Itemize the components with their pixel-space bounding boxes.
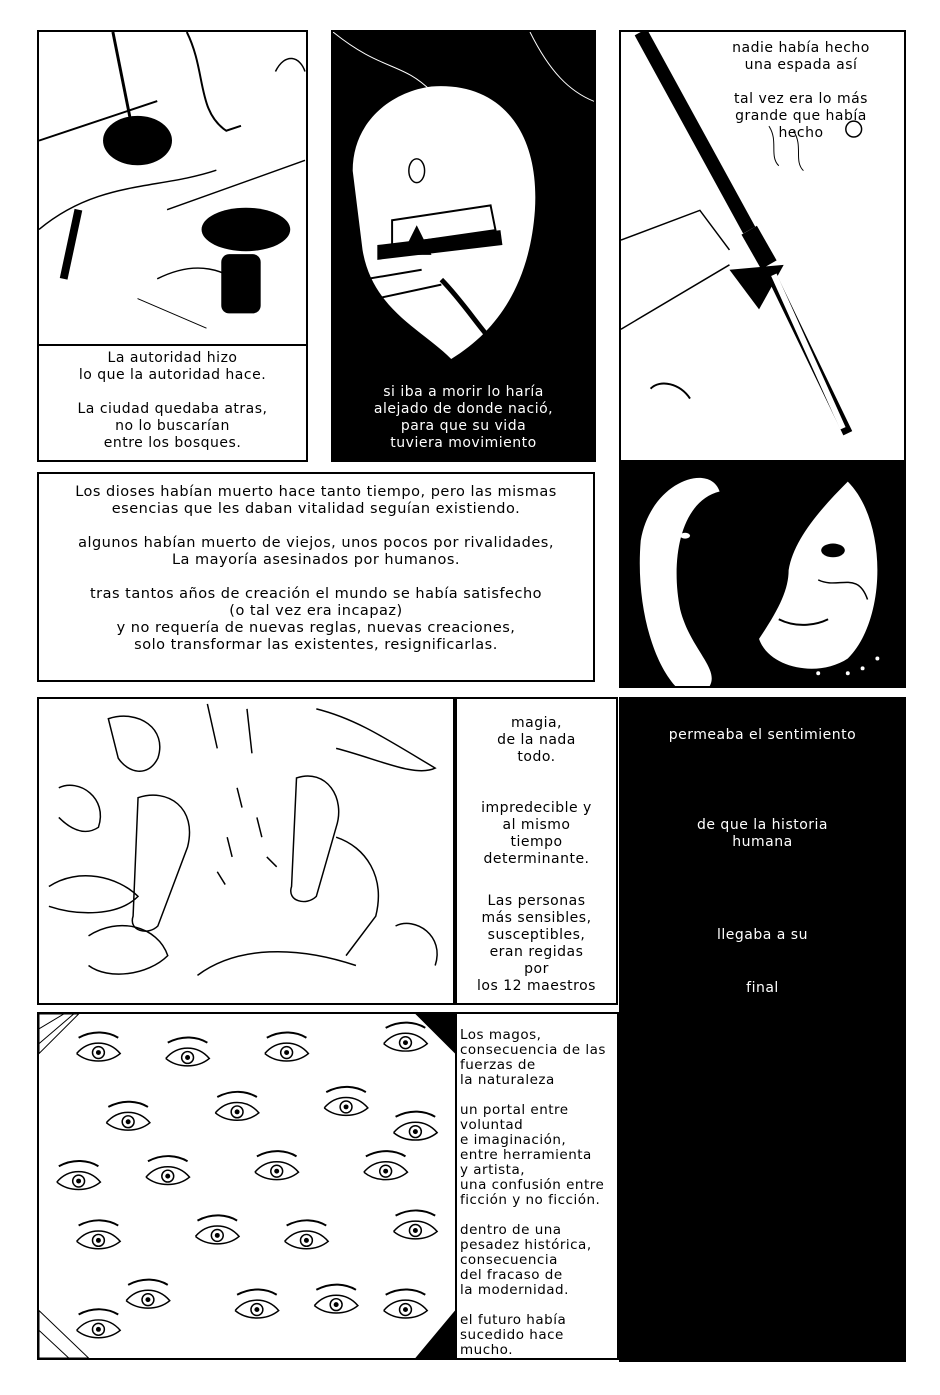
panel-1-art xyxy=(37,30,308,346)
hands-illustration xyxy=(39,699,453,1003)
caption-line: La ciudad quedaba atras, xyxy=(77,401,268,417)
caption-line: tal vez era lo más xyxy=(734,91,868,107)
panel-9 xyxy=(37,1012,457,1360)
caption-line: alejado de donde nació, xyxy=(373,401,554,417)
caption-line: Las personas xyxy=(487,893,586,909)
caption-line: grande que había hecho xyxy=(735,108,867,141)
caption-line: fuerzas de xyxy=(460,1057,536,1073)
caption-line: Los magos, xyxy=(460,1027,542,1043)
panel-6 xyxy=(37,697,455,1005)
caption-line: consecuencia de las xyxy=(460,1042,606,1058)
eye-icon xyxy=(77,1033,121,1061)
eye-icon xyxy=(255,1151,299,1179)
caption-line: de que la historia xyxy=(696,817,829,833)
panel-8-caption-1 xyxy=(621,727,904,744)
eye-icon xyxy=(195,1215,239,1243)
eye-icon xyxy=(394,1112,438,1140)
panel-1-caption xyxy=(39,350,306,462)
caption-line: e imaginación, xyxy=(460,1132,567,1148)
caption-line: permeaba el sentimiento xyxy=(668,727,857,743)
panel-1-caption-box xyxy=(37,344,308,462)
caption-line: algunos habían muerto de viejos, unos pocos por rivalidades, xyxy=(78,535,554,551)
caption-line: y no requería de nuevas reglas, nuevas creaciones, xyxy=(116,620,516,636)
caption-line: tras tantos años de creación el mundo se había satisfecho xyxy=(89,586,543,602)
caption-line: entre herramienta xyxy=(460,1147,592,1163)
eye-icon xyxy=(384,1290,428,1318)
eye-icon xyxy=(314,1285,358,1313)
panel-8-caption-3 xyxy=(621,927,904,944)
caption-line: si iba a morir lo haría xyxy=(383,384,544,400)
panel-7 xyxy=(455,697,618,1005)
panel-8-caption-2 xyxy=(621,817,904,851)
caption-line: impredecible y xyxy=(481,800,592,816)
caption-line: entre los bosques. xyxy=(103,435,242,451)
eye-icon xyxy=(235,1290,279,1318)
caption-line: la modernidad. xyxy=(460,1282,569,1298)
wounded-figure-illustration xyxy=(39,32,306,344)
eye-icon xyxy=(384,1023,428,1051)
caption-line: del fracaso de xyxy=(460,1267,563,1283)
caption-line: magia, xyxy=(510,715,563,731)
caption-line: pesadez histórica, xyxy=(460,1237,592,1253)
caption-line: voluntad xyxy=(460,1117,524,1133)
caption-line: La autoridad hizo xyxy=(107,350,238,366)
caption-line: La mayoría asesinados por humanos. xyxy=(171,552,461,568)
eye-icon xyxy=(394,1210,438,1238)
panel-5 xyxy=(619,460,906,688)
eye-icon xyxy=(126,1280,170,1308)
panel-8-caption-4 xyxy=(621,980,904,997)
eye-icon xyxy=(166,1037,210,1065)
eye-icon xyxy=(77,1220,121,1248)
eye-icon xyxy=(57,1161,101,1189)
moon-face-illustration xyxy=(621,462,904,686)
caption-line: por xyxy=(524,961,549,977)
caption-line: para que su vida xyxy=(400,418,527,434)
eye-icon xyxy=(285,1220,329,1248)
caption-line: Los dioses habían muerto hace tanto tiempo, pero las mismas xyxy=(75,484,557,500)
caption-line: sucedido hace mucho. xyxy=(460,1327,564,1358)
caption-line: ficción y no ficción. xyxy=(460,1192,601,1208)
caption-line: (o tal vez era incapaz) xyxy=(229,603,403,619)
caption-line: el futuro había xyxy=(460,1312,567,1328)
eye-icon xyxy=(265,1033,309,1061)
caption-line: más sensibles, xyxy=(481,910,592,926)
panel-4 xyxy=(37,472,595,682)
caption-line: tuviera movimiento xyxy=(390,435,537,451)
panel-2-caption xyxy=(333,384,594,452)
caption-line: todo. xyxy=(517,749,556,765)
caption-line: una espada así xyxy=(744,57,858,73)
eye-icon xyxy=(77,1309,121,1337)
caption-line: y artista, xyxy=(460,1162,526,1178)
caption-line: no lo buscarían xyxy=(115,418,230,434)
panel-4-caption xyxy=(39,484,593,671)
panel-10 xyxy=(457,1012,619,1360)
caption-line: la naturaleza xyxy=(460,1072,555,1088)
caption-line: los 12 maestros xyxy=(477,978,596,994)
eye-icon xyxy=(324,1087,368,1115)
caption-line: una confusión entre xyxy=(460,1177,605,1193)
eye-icon xyxy=(106,1102,150,1130)
caption-line: determinante. xyxy=(483,851,590,867)
caption-line: lo que la autoridad hace. xyxy=(78,367,267,383)
caption-line: dentro de una xyxy=(460,1222,562,1238)
caption-line: de la nada xyxy=(497,732,576,748)
caption-line: al mismo xyxy=(502,817,571,833)
panel-8 xyxy=(619,697,906,1362)
caption-line: solo transformar las existentes, resignificarlas. xyxy=(134,637,498,653)
eye-icon xyxy=(364,1151,408,1179)
panel-7-caption xyxy=(457,715,616,1005)
panel-3 xyxy=(619,30,906,462)
caption-line: humana xyxy=(732,834,793,850)
caption-line: un portal entre xyxy=(460,1102,569,1118)
caption-line: esencias que les daban vitalidad seguían existiendo. xyxy=(111,501,521,517)
caption-line: consecuencia xyxy=(460,1252,558,1268)
eyes-illustration xyxy=(39,1014,455,1358)
panel-3-caption xyxy=(716,40,886,159)
caption-line: nadie había hecho xyxy=(732,40,870,56)
caption-line: eran regidas xyxy=(489,944,584,960)
caption-line: final xyxy=(746,980,779,996)
eye-icon xyxy=(215,1092,259,1120)
eye-icon xyxy=(146,1156,190,1184)
caption-line: susceptibles, xyxy=(487,927,586,943)
caption-line: llegaba a su xyxy=(717,927,808,943)
caption-line: tiempo xyxy=(510,834,563,850)
panel-2 xyxy=(331,30,596,462)
panel-10-caption xyxy=(460,1028,617,1360)
